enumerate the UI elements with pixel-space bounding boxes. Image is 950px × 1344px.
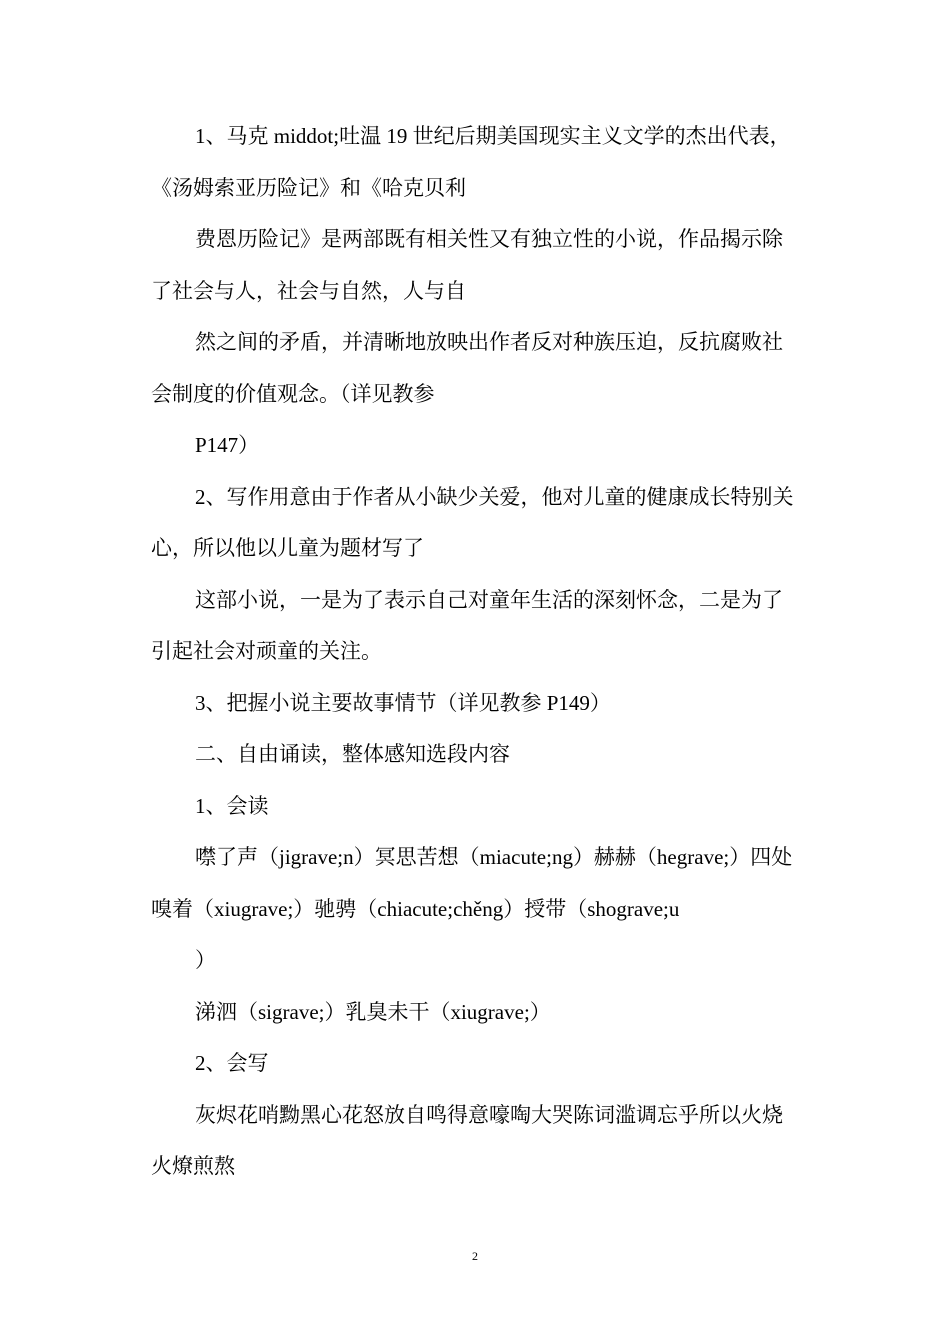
subheading-reading: 1、会读 [195,793,269,818]
paragraph-novel-purpose: 这部小说，一是为了表示自己对童年生活的深刻怀念，二是为了引起社会对顽童的关注。 [151,587,783,663]
document-body [151,111,801,1193]
subheading-writing: 2、会写 [195,1051,269,1075]
paragraph-vocabulary-list: 灰烬花哨黝黑心花怒放自鸣得意嚎啕大哭陈词滥调忘乎所以火烧火燎煎熬 [151,1102,783,1178]
page-number: 2 [472,1249,478,1263]
section-heading-free-reading: 二、自由诵读，整体感知选段内容 [195,742,510,766]
paragraph-author-values: 然之间的矛盾，并清晰地放映出作者反对种族压迫，反抗腐败社会制度的价值观念。（详见教参 [151,330,783,406]
paragraph-pronunciation-more: 涕泗（sigrave;）乳臭未干（xiugrave;） [195,999,551,1024]
paragraph-works-theme: 费恩历险记》是两部既有相关性又有独立性的小说，作品揭示除了社会与人，社会与自然，人与自 [151,227,783,303]
paragraph-reference-p147: P147） [195,433,260,457]
paragraph-pronunciation-list: 噤了声（jigrave;n）冥思苦想（miacute;ng）赫赫（hegrave;）四处嗅着（xiugrave;）驰骋（chiacute;chěng）授带（shograve;u [151,845,793,921]
paragraph-mark-twain-intro: 1、马克 middot;吐温 19 世纪后期美国现实主义文学的杰出代表，《汤姆索亚历险记》和《哈克贝利 [151,124,791,200]
paragraph-plot-summary: 3、把握小说主要故事情节（详见教参 P149） [195,690,611,715]
paragraph-writing-intent: 2、写作用意由于作者从小缺少关爱，他对儿童的健康成长特别关心，所以他以儿童为题材写了 [151,484,794,560]
paragraph-pronunciation-close: ） [195,948,216,972]
